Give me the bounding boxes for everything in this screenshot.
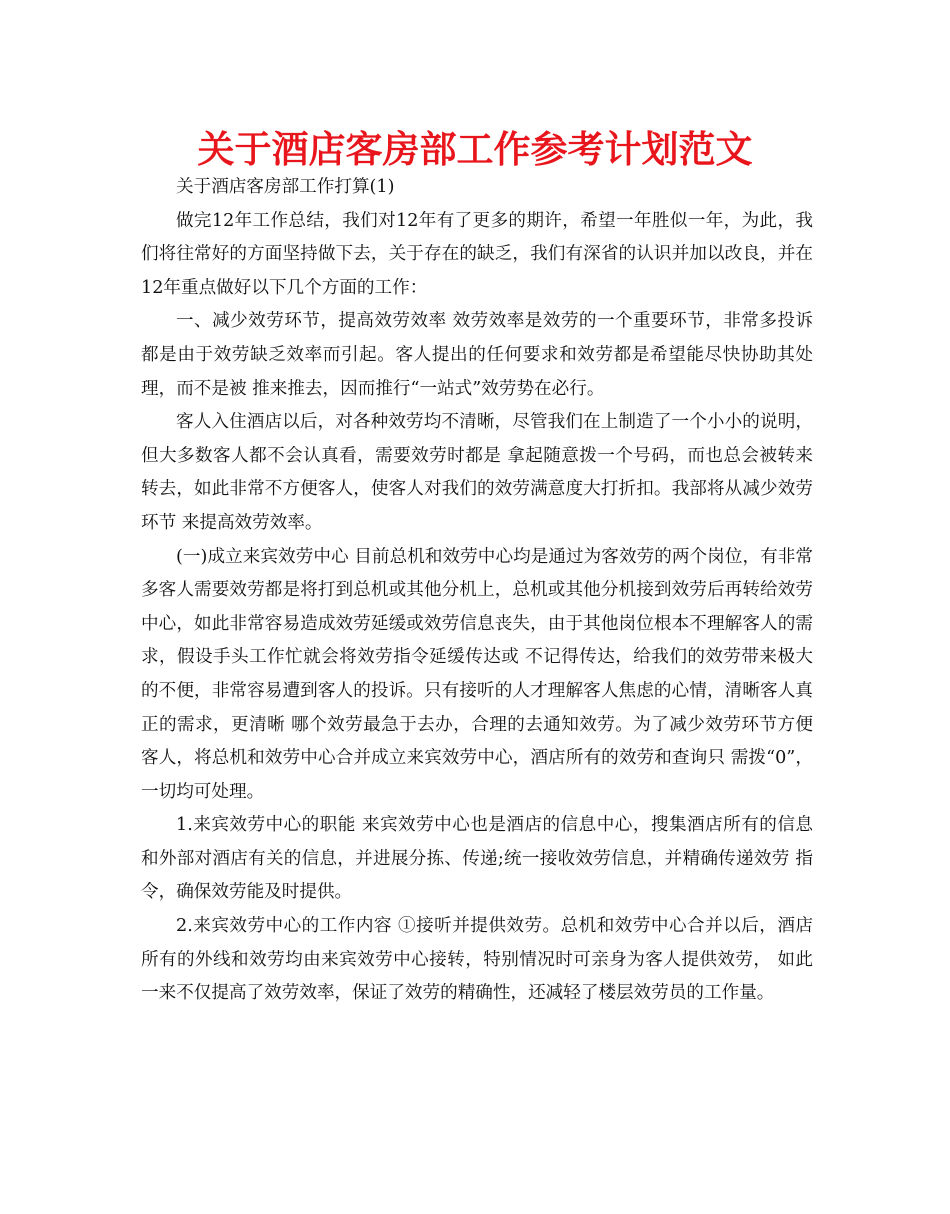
- paragraph-reduce-service-steps: 一、减少效劳环节，提高效劳效率 效劳效率是效劳的一个重要环节，非常多投诉都是由于效劳缺乏效率而引起。客人提出的任何要求和效劳都是希望能尽快协助其处理，而不是被 推来推去，因而推行“一站式”效劳势在必行。: [141, 311, 813, 399]
- document-title: 关于酒店客房部工作参考计划范文: [197, 128, 753, 171]
- paragraph-center-work: 2.来宾效劳中心的工作内容 ①接听并提供效劳。总机和效劳中心合并以后，酒店所有的外线和效劳均由来宾效劳中心接转，特别情况时可亲身为客人提供效劳， 如此一来不仅提高了效劳效率，保证了效劳的精确性，还减轻了楼层效劳员的工作量。: [141, 916, 813, 1004]
- paragraph-service-center: (一)成立来宾效劳中心 目前总机和效劳中心均是通过为客效劳的两个岗位，有非常多客人需要效劳都是将打到总机或其他分机上，总机或其他分机接到效劳后再转给效劳中心，如此非常容易造成效劳延缓或效劳信息丧失，由于其他岗位根本不理解客人的需求，假设手头工作忙就会将效劳指令延缓传达或 不记得传达，给我们的效劳带来极大的不便，非常容易遭到客人的投诉。只有接听的人才理解客人焦虑的心情，清晰客人真正的需求，更清晰 哪个效劳最急于去办，合理的去通知效劳。为了减少效劳环节方便客人，将总机和效劳中心合并成立来宾效劳中心，酒店所有的效劳和查询只 需拨“0”，一切均可处理。: [141, 546, 813, 802]
- paragraph-intro: 做完12年工作总结，我们对12年有了更多的期许，希望一年胜似一年，为此，我们将往常好的方面坚持做下去，关于存在的缺乏，我们有深省的认识并加以改良，并在12年重点做好以下几个方面的工作：: [141, 210, 813, 298]
- document-body: [141, 171, 813, 1011]
- section-heading: 关于酒店客房部工作打算(1): [176, 177, 395, 197]
- paragraph-guest-checkin: 客人入住酒店以后，对各种效劳均不清晰，尽管我们在上制造了一个小小的说明，但大多数客人都不会认真看，需要效劳时都是 拿起随意拨一个号码，而也总会被转来转去，如此非常不方便客人，使客人对我们的效劳满意度大打折扣。我部将从减少效劳环节 来提高效劳效率。: [141, 412, 813, 533]
- paragraph-center-functions: 1.来宾效劳中心的职能 来宾效劳中心也是酒店的信息中心，搜集酒店所有的信息和外部对酒店有关的信息，并进展分拣、传递;统一接收效劳信息，并精确传递效劳 指令，确保效劳能及时提供。: [141, 815, 813, 903]
